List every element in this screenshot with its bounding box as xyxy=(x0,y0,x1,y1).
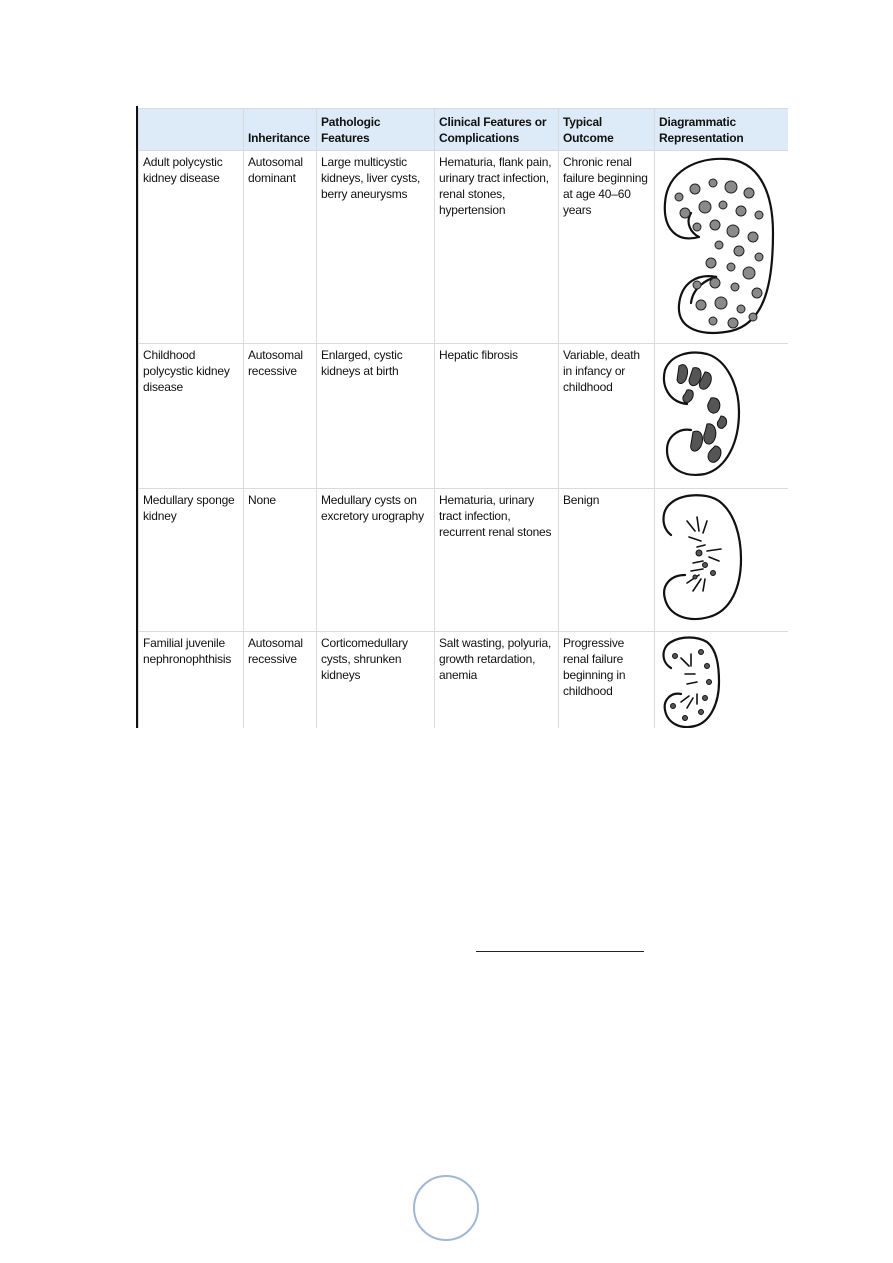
cyst-dots xyxy=(675,179,763,328)
cell-clinical: Hematuria, flank pain, urinary tract infection, renal stones, hypertension xyxy=(435,151,559,344)
kidney-shrunken-cysts-icon xyxy=(657,634,777,728)
table-row xyxy=(139,489,789,632)
page-number-circle xyxy=(413,1175,479,1241)
cell-diagram xyxy=(655,344,789,489)
corticomedullary-cysts xyxy=(671,650,712,721)
underline-rule xyxy=(476,951,644,952)
kidney-medullary-cysts-icon xyxy=(657,491,777,623)
cell-pathologic: Corticomedullary cysts, shrunken kidneys xyxy=(317,632,435,729)
cell-diagram xyxy=(655,632,789,729)
cystic-disease-table xyxy=(138,108,788,728)
header-disease xyxy=(139,109,244,151)
cell-disease: Childhood polycystic kidney disease xyxy=(139,344,244,489)
kidney-multiple-cysts-icon xyxy=(657,153,777,337)
table-row xyxy=(139,632,789,729)
cell-diagram xyxy=(655,151,789,344)
cell-disease: Familial juvenile nephronophthisis xyxy=(139,632,244,729)
header-outcome: Typical Outcome xyxy=(559,109,655,151)
header-clinical: Clinical Features or Complications xyxy=(435,109,559,151)
cell-outcome: Chronic renal failure beginning at age 40–60 years xyxy=(559,151,655,344)
cell-clinical: Hematuria, urinary tract infection, recurrent renal stones xyxy=(435,489,559,632)
table-row xyxy=(139,151,789,344)
table-row xyxy=(139,344,789,489)
header-pathologic: Pathologic Features xyxy=(317,109,435,151)
cell-pathologic: Large multicystic kidneys, liver cysts, berry aneurysms xyxy=(317,151,435,344)
cell-pathologic: Enlarged, cystic kidneys at birth xyxy=(317,344,435,489)
medullary-rays xyxy=(687,517,721,591)
cell-disease: Adult polycystic kidney disease xyxy=(139,151,244,344)
cell-outcome: Benign xyxy=(559,489,655,632)
cell-inheritance: Autosomal recessive xyxy=(244,344,317,489)
cell-diagram xyxy=(655,489,789,632)
cell-inheritance: None xyxy=(244,489,317,632)
cell-disease: Medullary sponge kidney xyxy=(139,489,244,632)
cell-outcome: Variable, death in infancy or childhood xyxy=(559,344,655,489)
cell-clinical: Hepatic fibrosis xyxy=(435,344,559,489)
elongated-cysts xyxy=(677,365,727,463)
cell-inheritance: Autosomal recessive xyxy=(244,632,317,729)
table-header-row xyxy=(139,109,789,151)
header-inheritance: Inheritance xyxy=(244,109,317,151)
kidney-elongated-cysts-icon xyxy=(657,346,777,480)
kidney-disease-table xyxy=(138,108,788,728)
header-diagram: Diagrammatic Representation xyxy=(655,109,789,151)
cell-outcome: Progressive renal failure beginning in childhood xyxy=(559,632,655,729)
cell-clinical: Salt wasting, polyuria, growth retardation, anemia xyxy=(435,632,559,729)
cell-pathologic: Medullary cysts on excretory urography xyxy=(317,489,435,632)
cell-inheritance: Autosomal dominant xyxy=(244,151,317,344)
